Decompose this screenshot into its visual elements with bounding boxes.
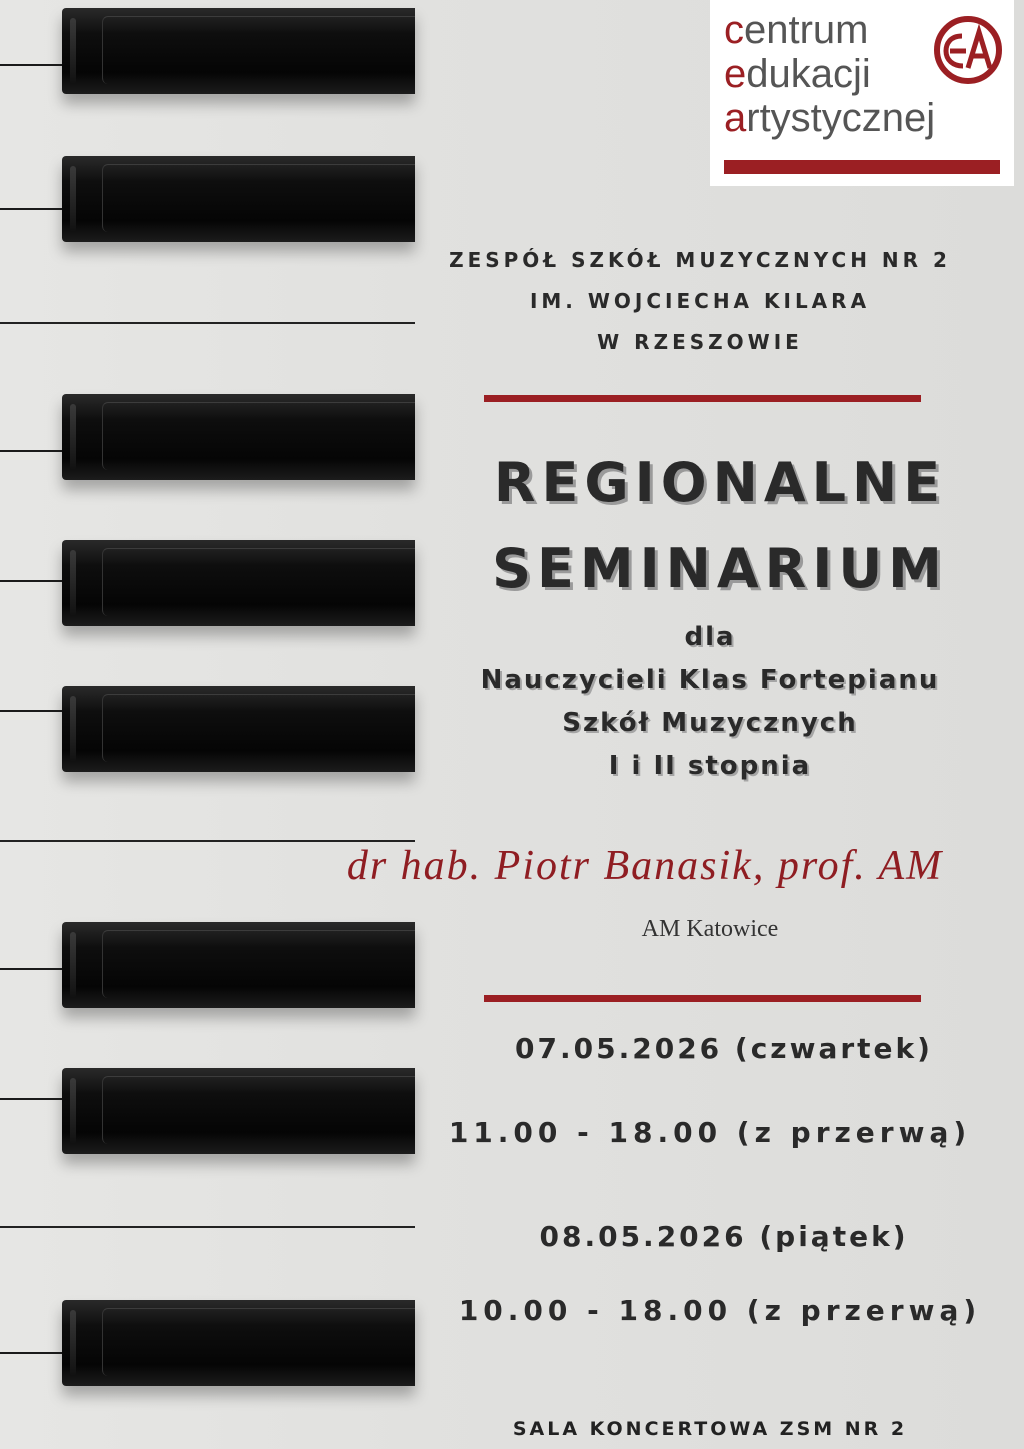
piano-key-edge — [0, 1098, 62, 1100]
logo-word-rest: rtystycznej — [746, 96, 936, 140]
logo-initial: e — [724, 52, 747, 96]
piano-key-edge — [0, 208, 62, 210]
piano-key-divider — [0, 1226, 415, 1228]
logo-wordmark — [724, 8, 935, 140]
piano-key-edge — [0, 580, 62, 582]
logo-word-rest: entrum — [744, 8, 869, 52]
school-line-1: ZESPÓŁ SZKÓŁ MUZYCZNYCH NR 2 — [449, 248, 951, 272]
school-line-2: IM. WOJCIECHA KILARA — [529, 289, 871, 313]
piano-black-key — [62, 922, 415, 1008]
schedule-date-2: 08.05.2026 (piątek) — [539, 1220, 909, 1253]
piano-black-key — [62, 156, 415, 242]
piano-keys-image — [0, 0, 415, 1449]
speaker-name: dr hab. Piotr Banasik, prof. AM — [346, 843, 944, 889]
piano-black-key — [62, 394, 415, 480]
school-name — [440, 240, 960, 363]
seminar-title — [440, 440, 1000, 612]
speaker-affiliation: AM Katowice — [641, 916, 779, 942]
logo-underline-bar — [724, 160, 1000, 174]
piano-key-edge — [0, 710, 62, 712]
schedule-time-2: 10.00 - 18.00 (z przerwą) — [458, 1294, 982, 1327]
audience-line-4: I i II stopnia — [608, 751, 812, 781]
divider-rule-bottom — [484, 995, 921, 1002]
logo-line-1 — [724, 8, 935, 52]
piano-key-edge — [0, 968, 62, 970]
audience-description — [430, 616, 990, 788]
schedule-time-1: 11.00 - 18.00 (z przerwą) — [448, 1116, 972, 1149]
logo-line-2 — [724, 52, 935, 96]
piano-key-edge — [0, 64, 62, 66]
piano-black-key — [62, 8, 415, 94]
piano-black-key — [62, 1300, 415, 1386]
title-line-2: SEMINARIUM — [492, 537, 948, 600]
audience-line-2: Nauczycieli Klas Fortepianu — [480, 665, 940, 695]
piano-black-key — [62, 686, 415, 772]
logo-word-rest: dukacji — [746, 52, 871, 96]
school-line-3: W RZESZOWIE — [597, 330, 803, 354]
title-line-1: REGIONALNE — [493, 451, 947, 514]
piano-key-divider — [0, 322, 415, 324]
piano-key-edge — [0, 1352, 62, 1354]
logo-line-3 — [724, 96, 935, 140]
piano-black-key — [62, 1068, 415, 1154]
schedule-date-1: 07.05.2026 (czwartek) — [515, 1032, 933, 1065]
audience-line-3: Szkół Muzycznych — [562, 708, 858, 738]
cea-monogram-icon — [932, 14, 1004, 86]
logo-initial: a — [724, 96, 747, 140]
logo-initial: c — [724, 8, 744, 52]
piano-black-key — [62, 540, 415, 626]
piano-key-edge — [0, 450, 62, 452]
cea-logo — [710, 0, 1014, 186]
divider-rule-top — [484, 395, 921, 402]
audience-line-1: dla — [684, 622, 736, 652]
venue: SALA KONCERTOWA ZSM NR 2 — [512, 1418, 908, 1440]
